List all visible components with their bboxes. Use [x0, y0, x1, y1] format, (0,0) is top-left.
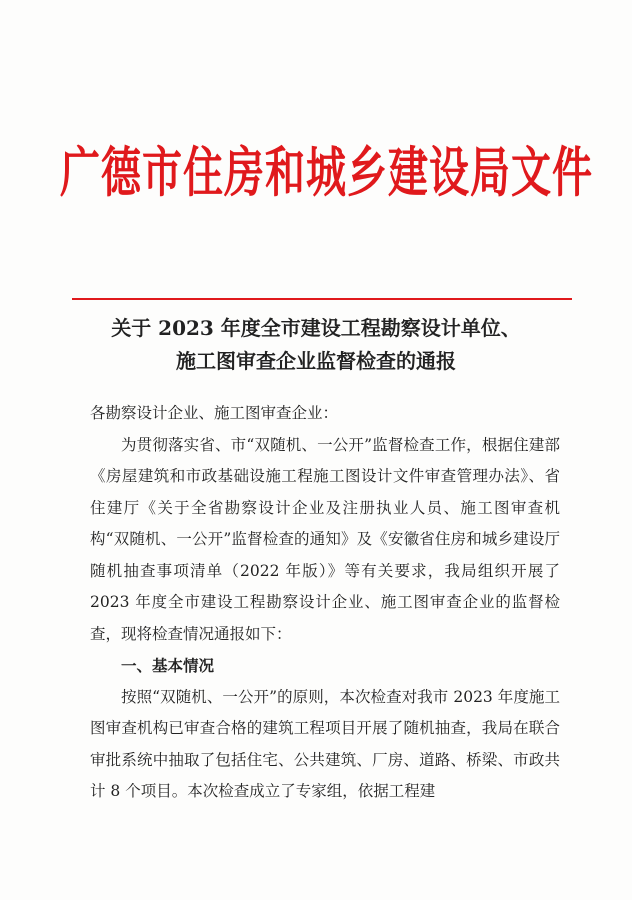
document-title [60, 312, 572, 378]
salutation: 各勘察设计企业、施工图审查企业： [90, 404, 339, 422]
section-heading-basic-situation: 一、基本情况 [121, 656, 215, 675]
red-divider-line [72, 298, 572, 300]
document-header-title: 广德市住房和城乡建设局文件 [60, 140, 593, 205]
document-title-line-2: 施工图审查企业监督检查的通报 [176, 349, 456, 373]
document-body [90, 398, 560, 808]
paragraph-1: 为贯彻落实省、市“双随机、一公开”监督检查工作，根据住建部《房屋建筑和市政基础设施工程施工图设计文件审查管理办法》、省住建厅《关于全省勘察设计企业及注册执业人员、施工图审查机构“双随机、一公开”监督检查的通知》及《安徽省住房和城乡建设厅随机抽查事项清单（2022 年版）》等有关要求，我局组织开展了 2023 年度全市建设工程勘察设计企业、施工图审查企业的监督检查，现将检查情况通报如下： [90, 435, 560, 643]
paragraph-2: 按照“双随机、一公开”的原则，本次检查对我市 2023 年度施工图审查机构已审查合格的建筑工程项目开展了随机抽查，我局在联合审批系统中抽取了包括住宅、公共建筑、厂房、道路、桥梁、市政共计 8 个项目。本次检查成立了专家组，依据工程建 [90, 687, 560, 800]
document-title-line-1: 关于 2023 年度全市建设工程勘察设计单位、 [111, 316, 521, 340]
